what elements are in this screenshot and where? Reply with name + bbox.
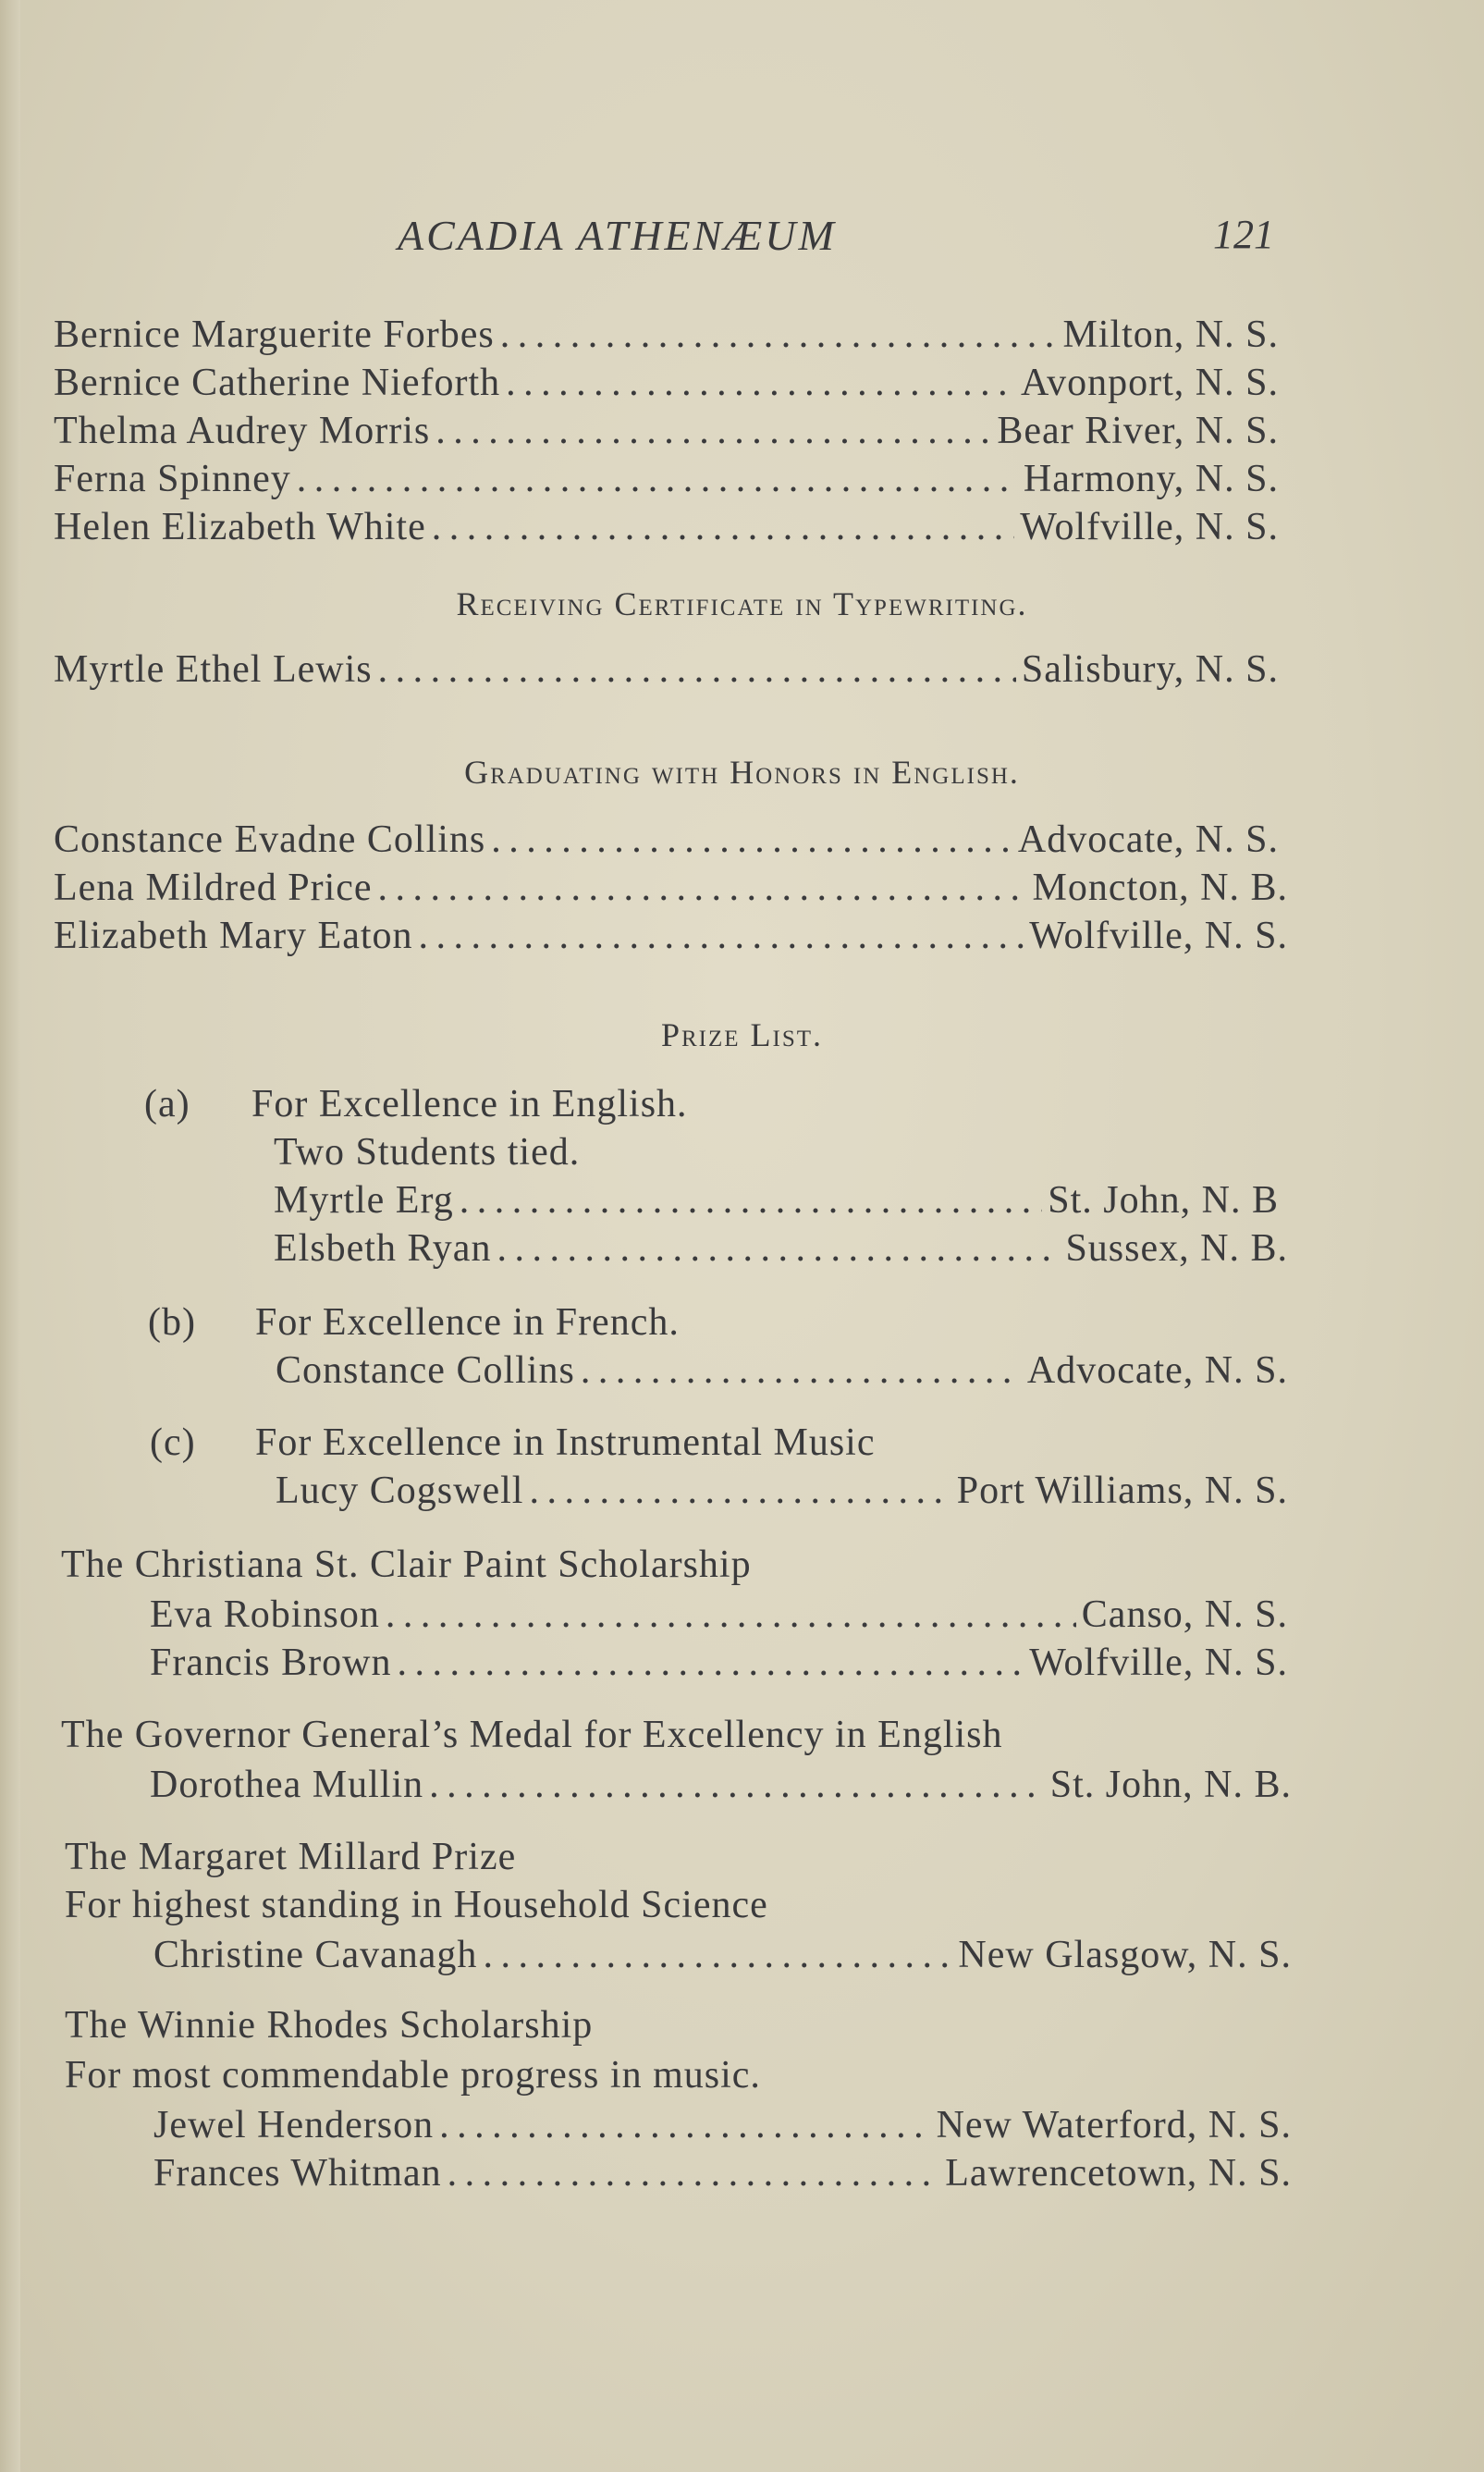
student-name: Christine Cavanagh — [153, 1934, 478, 1976]
student-place: Canso, N. S. — [1081, 1593, 1288, 1636]
student-place: Lawrencetown, N. S. — [945, 2152, 1292, 2195]
prize-title-millard: The Margaret Millard Prize — [65, 1836, 517, 1878]
list-item — [54, 409, 1279, 455]
student-place: St. John, N. B. — [1049, 1764, 1292, 1806]
section-heading-prize-list: Prize List. — [660, 1016, 824, 1053]
prize-note-a: Two Students tied. — [274, 1131, 581, 1174]
list-item — [150, 1763, 1292, 1809]
page-number: 121 — [1213, 212, 1274, 257]
student-name: Dorothea Mullin — [150, 1764, 424, 1806]
student-name: Frances Whitman — [153, 2152, 442, 2195]
student-place: Avonport, N. S. — [1020, 362, 1279, 404]
student-name: Thelma Audrey Morris — [54, 410, 431, 452]
list-item — [54, 866, 1288, 912]
list-item — [153, 2103, 1292, 2149]
prize-label-c: (c) — [150, 1421, 196, 1464]
list-item — [150, 1641, 1288, 1687]
section-heading-honors: Graduating with Honors in English. — [464, 754, 1020, 791]
student-place: Wolfville, N. S. — [1020, 506, 1279, 548]
list-item — [274, 1226, 1288, 1273]
student-name: Ferna Spinney — [54, 458, 291, 500]
list-item — [150, 1593, 1288, 1639]
list-item — [54, 505, 1279, 551]
student-place: Bear River, N. S. — [997, 410, 1279, 452]
list-item — [153, 1933, 1292, 1979]
student-name: Elsbeth Ryan — [274, 1227, 492, 1270]
student-name: Bernice Marguerite Forbes — [54, 314, 495, 356]
list-item — [276, 1469, 1288, 1515]
student-name: Myrtle Ethel Lewis — [54, 648, 373, 691]
student-place: Harmony, N. S. — [1023, 458, 1279, 500]
student-place: St. John, N. B — [1048, 1179, 1279, 1222]
list-item — [54, 457, 1279, 503]
medal-title-governor: The Governor General’s Medal for Excellency in English — [61, 1714, 1003, 1756]
list-item — [54, 818, 1279, 864]
student-name: Constance Evadne Collins — [54, 818, 486, 861]
list-item — [54, 647, 1279, 694]
student-name: Helen Elizabeth White — [54, 506, 426, 548]
scholarship-subtitle-rhodes: For most commendable progress in music. — [65, 2054, 761, 2097]
student-name: Myrtle Erg — [274, 1179, 454, 1222]
page-header — [0, 211, 1484, 266]
student-name: Elizabeth Mary Eaton — [54, 915, 413, 957]
student-name: Constance Collins — [276, 1349, 575, 1392]
student-name: Jewel Henderson — [153, 2104, 435, 2146]
prize-subtitle-millard: For highest standing in Household Science — [65, 1884, 768, 1926]
student-place: Wolfville, N. S. — [1029, 1642, 1288, 1684]
prize-title-a: For Excellence in English. — [251, 1083, 688, 1125]
scholarship-title-rhodes: The Winnie Rhodes Scholarship — [65, 2004, 594, 2047]
student-place: Advocate, N. S. — [1026, 1349, 1288, 1392]
list-item — [153, 2151, 1292, 2197]
section-heading-typewriting: Receiving Certificate in Typewriting. — [456, 585, 1028, 622]
list-item — [274, 1178, 1279, 1224]
list-item — [276, 1348, 1288, 1395]
student-place: Wolfville, N. S. — [1029, 915, 1288, 957]
student-name: Bernice Catherine Nieforth — [54, 362, 501, 404]
student-name: Eva Robinson — [150, 1593, 380, 1636]
list-item — [54, 361, 1279, 407]
student-name: Lena Mildred Price — [54, 867, 373, 909]
list-item — [54, 313, 1279, 359]
student-place: New Glasgow, N. S. — [958, 1934, 1292, 1976]
student-place: Sussex, N. B. — [1065, 1227, 1288, 1270]
student-place: Milton, N. S. — [1062, 314, 1279, 356]
student-place: Salisbury, N. S. — [1021, 648, 1279, 691]
list-item — [54, 914, 1288, 960]
student-place: New Waterford, N. S. — [936, 2104, 1292, 2146]
prize-title-c: For Excellence in Instrumental Music — [255, 1421, 876, 1464]
prize-label-b: (b) — [148, 1301, 196, 1344]
prize-label-a: (a) — [144, 1083, 190, 1125]
scholarship-title-paint: The Christiana St. Clair Paint Scholarship — [61, 1543, 752, 1586]
student-name: Francis Brown — [150, 1642, 392, 1684]
student-place: Moncton, N. B. — [1032, 867, 1288, 909]
student-place: Advocate, N. S. — [1017, 818, 1279, 861]
prize-title-b: For Excellence in French. — [255, 1301, 680, 1344]
student-name: Lucy Cogswell — [276, 1470, 524, 1512]
running-title: ACADIA ATHENÆUM — [398, 212, 837, 259]
student-place: Port Williams, N. S. — [956, 1470, 1288, 1512]
